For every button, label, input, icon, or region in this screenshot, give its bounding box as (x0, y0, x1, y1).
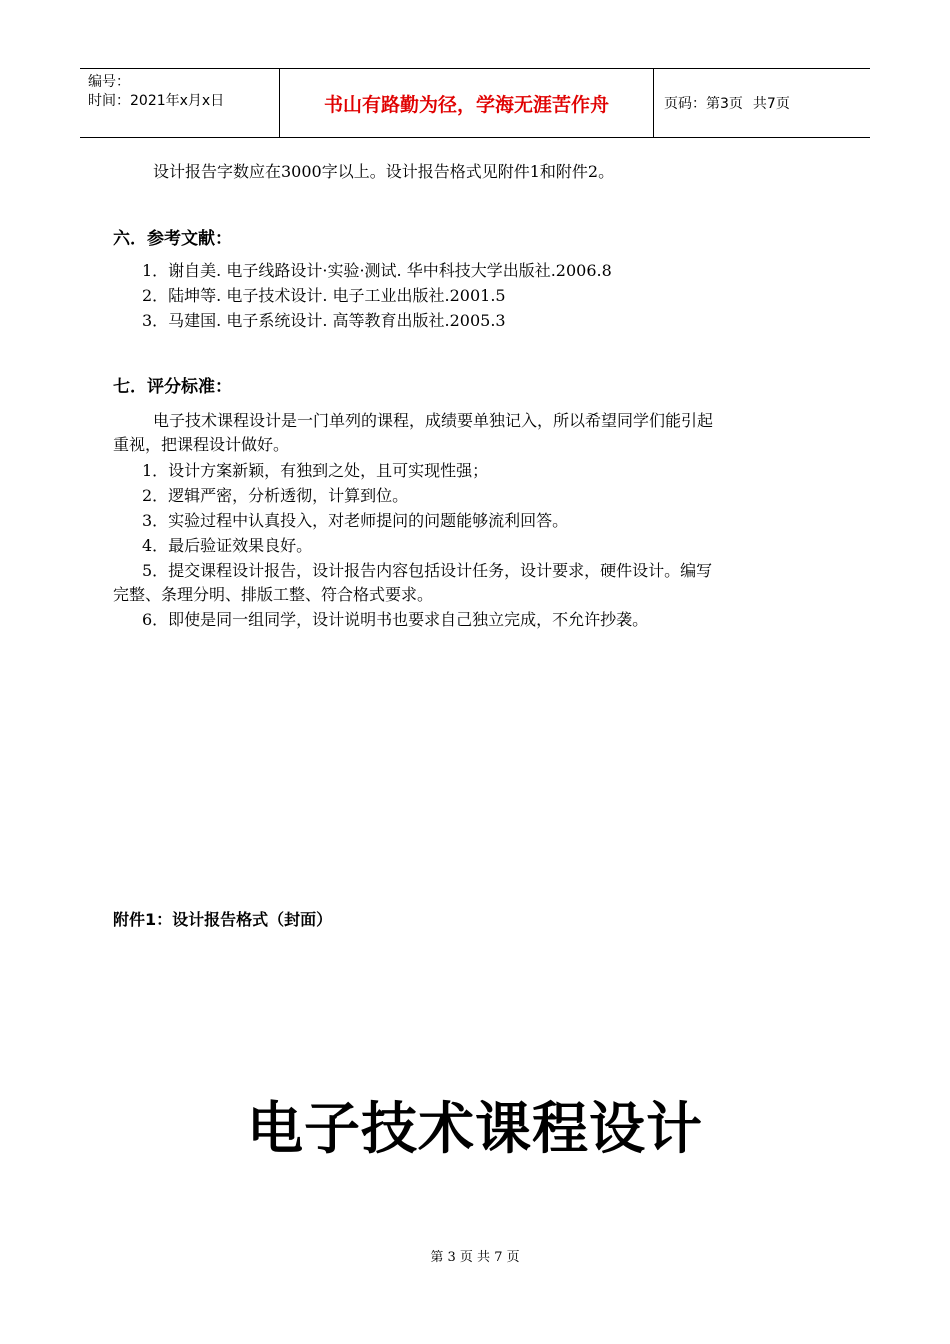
page-footer: 第 3 页 共 7 页 (430, 1250, 520, 1265)
section7-paragraph-line1: 电子技术课程设计是一门单列的课程，成绩要单独记入，所以希望同学们能引起 (153, 411, 714, 430)
criteria-item: 4．最后验证效果良好。 (142, 536, 313, 555)
header-motto: 书山有路勤为径，学海无涯苦作舟 (280, 69, 654, 137)
time-label: 时间：2021年x月x日 (88, 93, 225, 109)
criteria-item-continuation: 完整、条理分明、排版工整、符合格式要求。 (113, 585, 434, 604)
criteria-item: 6．即使是同一组同学，设计说明书也要求自己独立完成，不允许抄袭。 (142, 610, 649, 629)
number-label: 编号： (88, 74, 130, 90)
intro-text: 设计报告字数应在3000字以上。设计报告格式见附件1和附件2。 (153, 162, 615, 181)
section6-title: 六．参考文献： (113, 229, 232, 249)
page-header (80, 68, 870, 138)
header-page-info (654, 69, 870, 137)
attachment-label: 附件1：设计报告格式（封面） (113, 910, 333, 929)
cover-title: 电子技术课程设计 (247, 1097, 703, 1162)
section7-paragraph-line2: 重视，把课程设计做好。 (113, 435, 290, 454)
section7-title: 七．评分标准： (113, 377, 232, 397)
criteria-item: 3．实验过程中认真投入，对老师提问的问题能够流利回答。 (142, 511, 569, 530)
criteria-item: 2．逻辑严密，分析透彻，计算到位。 (142, 486, 409, 505)
criteria-item: 5．提交课程设计报告，设计报告内容包括设计任务，设计要求，硬件设计。编写 (142, 561, 713, 580)
criteria-item: 1．设计方案新颖，有独到之处，且可实现性强； (142, 461, 489, 480)
header-meta (80, 69, 280, 137)
reference-item: 2．陆坤等. 电子技术设计. 电子工业出版社.2001.5 (142, 286, 506, 305)
page-label: 页码：第3页 (664, 96, 743, 112)
reference-item: 1．谢自美. 电子线路设计·实验·测试. 华中科技大学出版社.2006.8 (142, 261, 612, 280)
reference-item: 3．马建国. 电子系统设计. 高等教育出版社.2005.3 (142, 311, 506, 330)
total-label: 共7页 (752, 96, 790, 112)
